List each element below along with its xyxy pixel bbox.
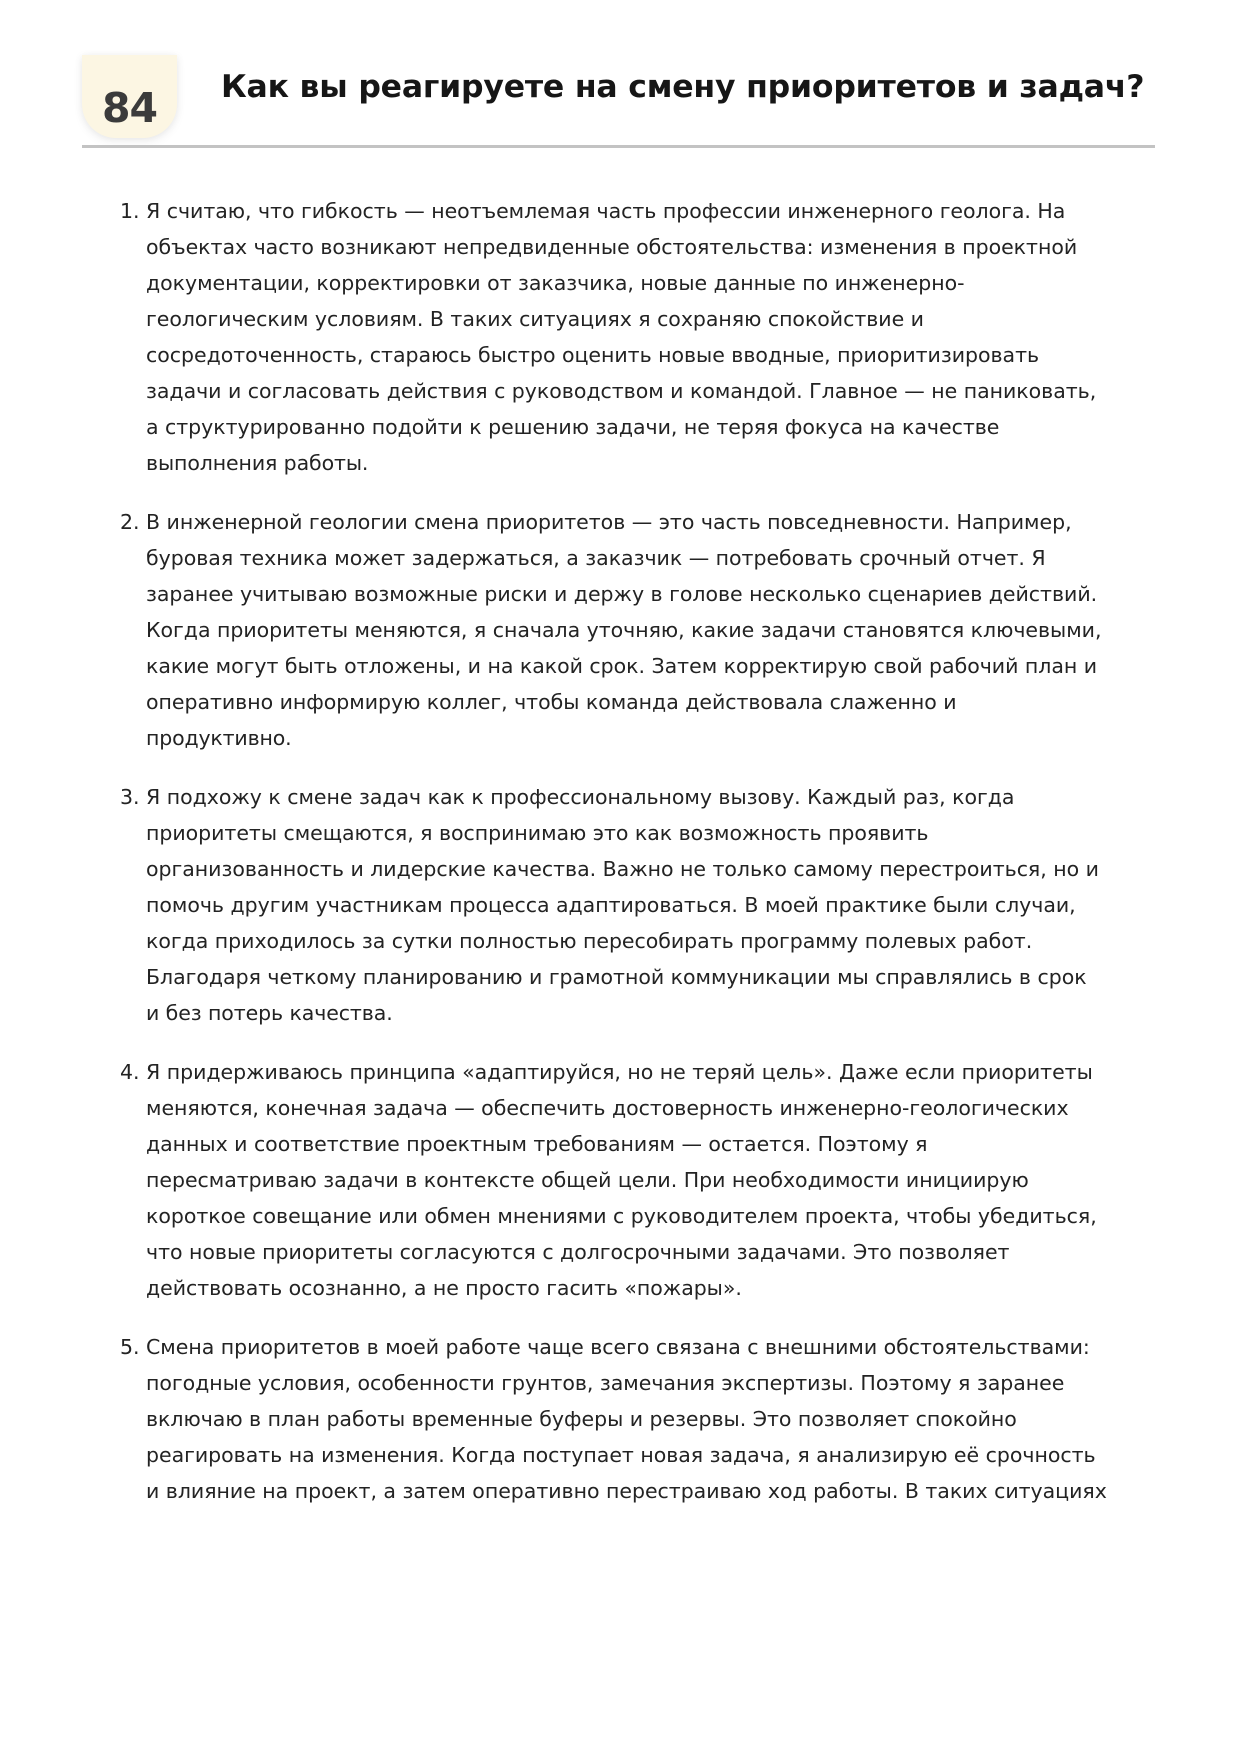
answer-text-line: что новые приоритеты согласуются с долгосрочными задачами. Это позволяет <box>146 1240 1010 1264</box>
answer-text-line: буровая техника может задержаться, а заказчик — потребовать срочный отчет. Я <box>146 546 1046 570</box>
answer-text-line: меняются, конечная задача — обеспечить достоверность инженерно-геологических <box>146 1096 1069 1120</box>
answer-text-line: действовать осознанно, а не просто гасить «пожары». <box>146 1276 742 1300</box>
answer-text-line: В инженерной геологии смена приоритетов — это часть повседневности. Например, <box>146 510 1072 534</box>
answer-text-line: данных и соответствие проектным требованиям — остается. Поэтому я <box>146 1132 928 1156</box>
answer-text-line: документации, корректировки от заказчика, новые данные по инженерно- <box>146 271 965 295</box>
answer-text-line: заранее учитываю возможные риски и держу в голове несколько сценариев действий. <box>146 582 1098 606</box>
answer-number: 4. <box>120 1060 140 1084</box>
answer-text-line: сосредоточенность, стараюсь быстро оценить новые вводные, приоритизировать <box>146 343 1040 367</box>
answer-text-line: задачи и согласовать действия с руководством и командой. Главное — не паниковать, <box>146 379 1097 403</box>
answer-number: 3. <box>120 785 140 809</box>
answer-text-line: Я считаю, что гибкость — неотъемлемая часть профессии инженерного геолога. На <box>146 199 1066 223</box>
answer-text-line: помочь другим участникам процесса адаптироваться. В моей практике были случаи, <box>146 893 1076 917</box>
question-header <box>82 55 1155 150</box>
answer-item <box>120 504 1160 756</box>
answer-text-line: организованность и лидерские качества. Важно не только самому перестроиться, но и <box>146 857 1099 881</box>
answer-text-line: и без потерь качества. <box>146 1001 393 1025</box>
answer-text-line: приоритеты смещаются, я воспринимаю это как возможность проявить <box>146 821 929 845</box>
header-divider <box>82 145 1155 148</box>
answer-text-line: продуктивно. <box>146 726 292 750</box>
answer-item <box>120 1054 1160 1306</box>
question-number-badge <box>82 55 177 138</box>
answer-text-line: погодные условия, особенности грунтов, замечания экспертизы. Поэтому я заранее <box>146 1371 1065 1395</box>
answer-text-line: Я придерживаюсь принципа «адаптируйся, но не теряй цель». Даже если приоритеты <box>146 1060 1093 1084</box>
answer-text-line: Когда приоритеты меняются, я сначала уточняю, какие задачи становятся ключевыми, <box>146 618 1102 642</box>
answer-text-line: пересматриваю задачи в контексте общей цели. При необходимости инициирую <box>146 1168 1029 1192</box>
answer-text-line: Смена приоритетов в моей работе чаще всего связана с внешними обстоятельствами: <box>146 1335 1090 1359</box>
answer-number: 2. <box>120 510 140 534</box>
answer-number: 1. <box>120 199 140 223</box>
answer-text-line: оперативно информирую коллег, чтобы команда действовала слаженно и <box>146 690 957 714</box>
answer-text-line: какие могут быть отложены, и на какой срок. Затем корректирую свой рабочий план и <box>146 654 1098 678</box>
answer-text-line: и влияние на проект, а затем оперативно перестраиваю ход работы. В таких ситуациях <box>146 1479 1107 1503</box>
answer-item <box>120 779 1160 1031</box>
answer-text-line: объектах часто возникают непредвиденные обстоятельства: изменения в проектной <box>146 235 1078 259</box>
answer-text-line: короткое совещание или обмен мнениями с руководителем проекта, чтобы убедиться, <box>146 1204 1097 1228</box>
answer-text-line: реагировать на изменения. Когда поступает новая задача, я анализирую её срочность <box>146 1443 1096 1467</box>
answer-text-line: когда приходилось за сутки полностью пересобирать программу полевых работ. <box>146 929 1033 953</box>
answer-text-line: геологическим условиям. В таких ситуациях я сохраняю спокойствие и <box>146 307 924 331</box>
answer-text-line: Я подхожу к смене задач как к профессиональному вызову. Каждый раз, когда <box>146 785 1015 809</box>
question-number: 84 <box>101 83 158 132</box>
answer-item <box>120 1329 1160 1509</box>
question-title: Как вы реагируете на смену приоритетов и задач? <box>221 69 1145 105</box>
answer-item <box>120 193 1160 481</box>
answer-text-line: включаю в план работы временные буферы и резервы. Это позволяет спокойно <box>146 1407 1017 1431</box>
answer-number: 5. <box>120 1335 140 1359</box>
answer-list <box>120 193 1160 1532</box>
answer-text-line: Благодаря четкому планированию и грамотной коммуникации мы справлялись в срок <box>146 965 1087 989</box>
answer-text-line: а структурированно подойти к решению задачи, не теряя фокуса на качестве <box>146 415 1000 439</box>
answer-text-line: выполнения работы. <box>146 451 369 475</box>
